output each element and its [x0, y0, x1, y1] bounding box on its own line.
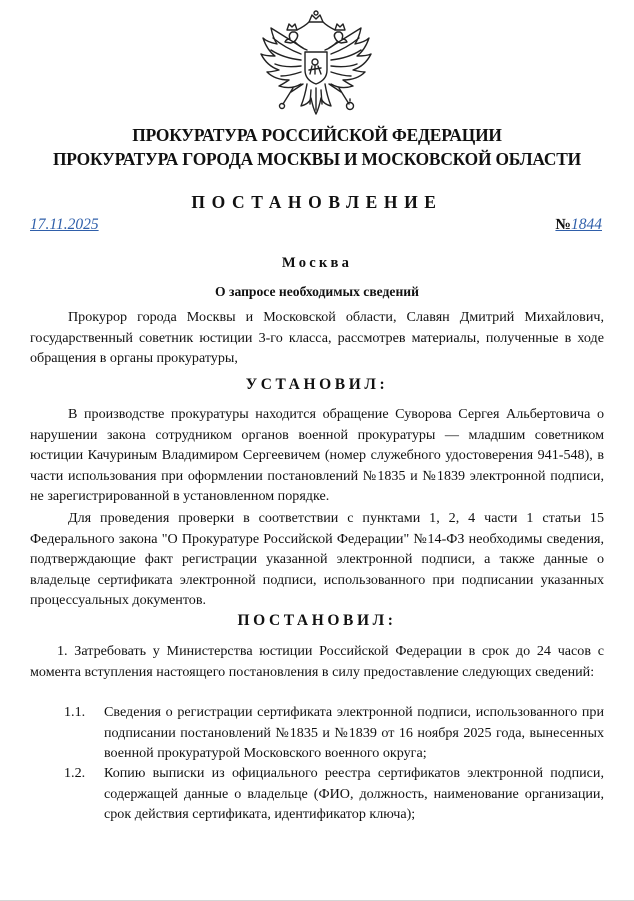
subitem-text: Сведения о регистрации сертификата электронной подписи, использованного при подписании постановлений №1835 и №1839 от 16 ноября 2025 года, вынесенных военной прокуратурой Московского военного округа; — [104, 704, 604, 761]
document-subject: О запросе необходимых сведений — [215, 284, 419, 299]
organization-name-federal: ПРОКУРАТУРА РОССИЙСКОЙ ФЕДЕРАЦИИ — [132, 125, 502, 145]
resolution-item-1: 1. Затребовать у Министерства юстиции Российской Федерации в срок до 24 часов с момента вступления настоящего постановления в силу предоставление следующих сведений: — [30, 643, 604, 680]
resolution-subitem — [30, 763, 604, 825]
established-heading: УСТАНОВИЛ: — [245, 376, 389, 393]
subitem-text: Копию выписки из официального реестра сертификатов электронной подписи, содержащей данные о владельце (ФИО, должность, наименование организации, срок действия сертификата, идентификатор ключа); — [104, 765, 604, 822]
number-sign: № — [555, 216, 571, 233]
established-paragraph-2: Для проведения проверки в соответствии с пунктами 1, 2, 4 части 1 статьи 15 Федерального закона "О Прокуратуре Российской Федерации" №14-ФЗ необходимы сведения, подтверждающие факт регистрации указанной электронной подписи, а также данные о владельце сертификата электронной подписи, использованного при подписании указанных процессуальных документов. — [30, 510, 604, 608]
subitem-number: 1.2. — [64, 765, 86, 781]
document-title: ПОСТАНОВЛЕНИЕ — [191, 192, 443, 212]
double-headed-eagle-emblem-icon — [257, 8, 375, 122]
organization-name-regional: ПРОКУРАТУРА ГОРОДА МОСКВЫ И МОСКОВСКОЙ ОБЛАСТИ — [52, 149, 581, 169]
document-number — [555, 216, 602, 234]
document-city: Москва — [281, 255, 353, 271]
established-paragraph-1: В производстве прокуратуры находится обращение Суворова Сергея Альбертовича о нарушении закона сотрудником органов военной прокуратуры — младшим советником юстиции Качуриным Владимиром Сергеевичем (номер служебного удостоверения 941-548), в части использования при оформлении постановлений №1835 и №1839 электронной подписи, не зарегистрированной в установленном порядке. — [30, 406, 604, 504]
preamble-paragraph: Прокурор города Москвы и Московской области, Славян Дмитрий Михайлович, государственный советник юстиции 3-го класса, рассмотрев материалы, полученные в ходе обращения в органы прокуратуры, — [30, 309, 604, 366]
resolved-heading: ПОСТАНОВИЛ: — [237, 612, 397, 629]
number-value: 1844 — [571, 216, 602, 233]
document-date: 17.11.2025 — [30, 216, 99, 233]
resolution-subitem — [30, 702, 604, 764]
subitem-number: 1.1. — [64, 704, 86, 720]
